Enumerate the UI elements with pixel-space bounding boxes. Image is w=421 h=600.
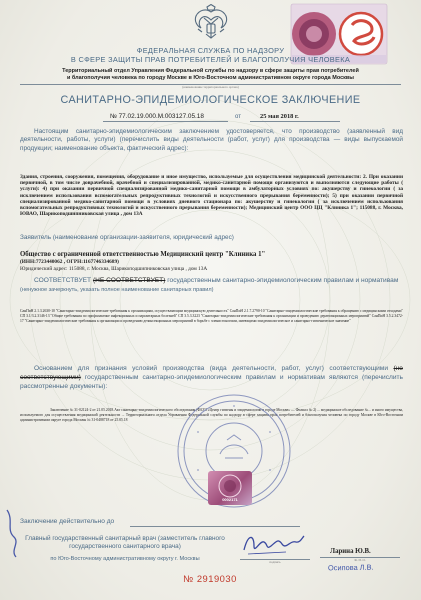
handwritten-signature-icon (238, 528, 308, 560)
conformity-rules-ref: государственным санитарно-эпидемиологическим правилам и нормативам (167, 277, 399, 284)
activity-description: Здания, строения, сооружения, помещения, оборудование и иное имущество, используемые для осуществления медицинской деятельности: 2. При оказании первичной, в том числе доврачебной, врачебной и специализированной, медико-санитарной помощи организуются и выполняются следующие работы ( услуги): 4) при оказании первичной специализированной медико-санитарной помощи в амбулаторных условиях по: акушерству и гинекологии ( за исключением использования вспомогательных репродуктивных технологий и искусственного прерывания беременности); 5) при оказании первичной специализированной медико-санитарной помощи в условиях дневного стационара по: акушерству и гинекологии ( за исключением использования вспомогательных репродуктивных технологий и искусственного прерывания беременности); Медицинский центр ООО ЦЦ "Клиника 1"; 115088, г. Москва, ЮВАО, Шарикоподшипниковская улица , дом 13А (20, 174, 403, 218)
date-prefix: от (235, 114, 241, 120)
basis-text-2: государственным санитарно-эпидемиологическим правилам и нормативам являются (перечислить рассмотренные документы): (20, 373, 403, 390)
department-line1: Территориальный отдел Управления Федеральной службы по надзору в сфере защиты прав потребителей (62, 68, 359, 74)
document-title: САНИТАРНО-ЭПИДЕМИОЛОГИЧЕСКОЕ ЗАКЛЮЧЕНИЕ (60, 94, 361, 106)
signature-caption: подпись (269, 560, 281, 564)
sanitary-rules-list: СанПиН 2.1.3.2630-10 "Санитарно-эпидемиологические требования к организациям, осуществляющим медицинскую деятельность" СанПиН 2.1.7.2790-10 "Санитарно-эпидемиологические требования к обращению с медицинскими отходами" СП 3.1/3.2.3146-13 "Общие требования по профилактике инфекционных и паразитарных болезней" СП 3.5.3.3223 "Санитарно-эпидемиологические требования к организации и проведению дератизационных мероприятий" СанПиН 3.5.2.3472-17 "Санитарно-эпидемиологические требования к организации и проведению дезинсекционных мероприятий в борьбе с членистоногими, имеющими эпидемиологическое и санитарно-гигиеническое значение" (20, 309, 403, 323)
validity-caption: Заключение действительно до (20, 518, 115, 525)
signatory-caption: Главный государственный санитарный врач (заместитель главного государственного санитарного врача) (25, 535, 225, 551)
name-stamp: Осипова Л.В. (327, 562, 374, 573)
signatory-name: Ларина Ю.В. (330, 548, 371, 555)
serial-number: № 2919030 (183, 573, 237, 584)
russian-coat-of-arms-icon (190, 4, 232, 44)
applicant-caption: Заявитель (наименование организации-заявителя, юридический адрес) (20, 234, 234, 241)
hologram-number: 0002171 (222, 497, 238, 502)
certificate-date: 25 мая 2018 г. (260, 113, 299, 120)
agency-name-line2: В СФЕРЕ ЗАЩИТЫ ПРАВ ПОТРЕБИТЕЛЕЙ И БЛАГОПОЛУЧИЯ ЧЕЛОВЕКА (70, 55, 351, 65)
applicant-ids: (ИНН:7723440062 , ОГРН:1167746334689) (20, 259, 119, 265)
conformity-complies: СООТВЕТСТВУЕТ (34, 277, 92, 284)
basis-paragraph (20, 365, 403, 391)
signatory-name-caption: Ф. И. О. (354, 558, 366, 562)
basis-text-1: Основанием для признания условий производства (вида деятельности, работ, услуг) соответствующими (34, 365, 389, 372)
certificate-number: № 77.02.19.000.М.003127.05.18 (110, 113, 204, 120)
intro-paragraph: Настоящим санитарно-эпидемиологическим заключением удостоверяется, что производство (заявленный вид деятельности, работы, услуги) (перечислить виды деятельности (работ, услуг) для производства — виды выпускаемой продукции; наименование объекта, фактический адрес): (20, 128, 403, 152)
agency-name-line1: ФЕДЕРАЛЬНАЯ СЛУЖБА ПО НАДЗОРУ (136, 46, 285, 55)
applicant-address: Юридический адрес: 115088, г. Москва, Шарикоподшипниковская улица , дом 13А (20, 266, 208, 272)
basis-struck: (не соответствующими) (20, 365, 403, 381)
conformity-statement (20, 277, 403, 294)
conformity-struck: (НЕ СООТВЕТСТВУЕТ) (92, 277, 166, 284)
department-caption: (наименование территориального органа) (182, 85, 239, 89)
department-line2: и благополучия человека по городу Москве в Юго-Восточном административном округе города Москвы (66, 75, 354, 81)
conformity-note: (ненужное зачеркнуть, указать полное наименование санитарных правил) (20, 286, 214, 293)
applicant-name: Общество с ограниченной ответственностью Медицинский центр "Клиника 1" (20, 251, 266, 258)
reviewed-documents: Заключение № 31-02124-2 от 21.05.2018.Акт санитарно-эпидемиологического обследования (ФБУЗ «Центр гигиены и эпидемиологии в городе Москве» — Филиал № 2) ... медицинское обследование №... и иного имущества, используемого для осуществления медицинской деятельности ... Территориального отдела Управления Федеральной службы по надзору в сфере защиты прав потребителей и благополучия человека по городу Москве в Юго-Восточном административном округе города Москвы № 31-0488718 от 25.05.18 (20, 408, 403, 422)
signatory-region: по Юго-Восточному административному округу г. Москвы (50, 556, 200, 562)
hologram-sticker (208, 471, 252, 505)
